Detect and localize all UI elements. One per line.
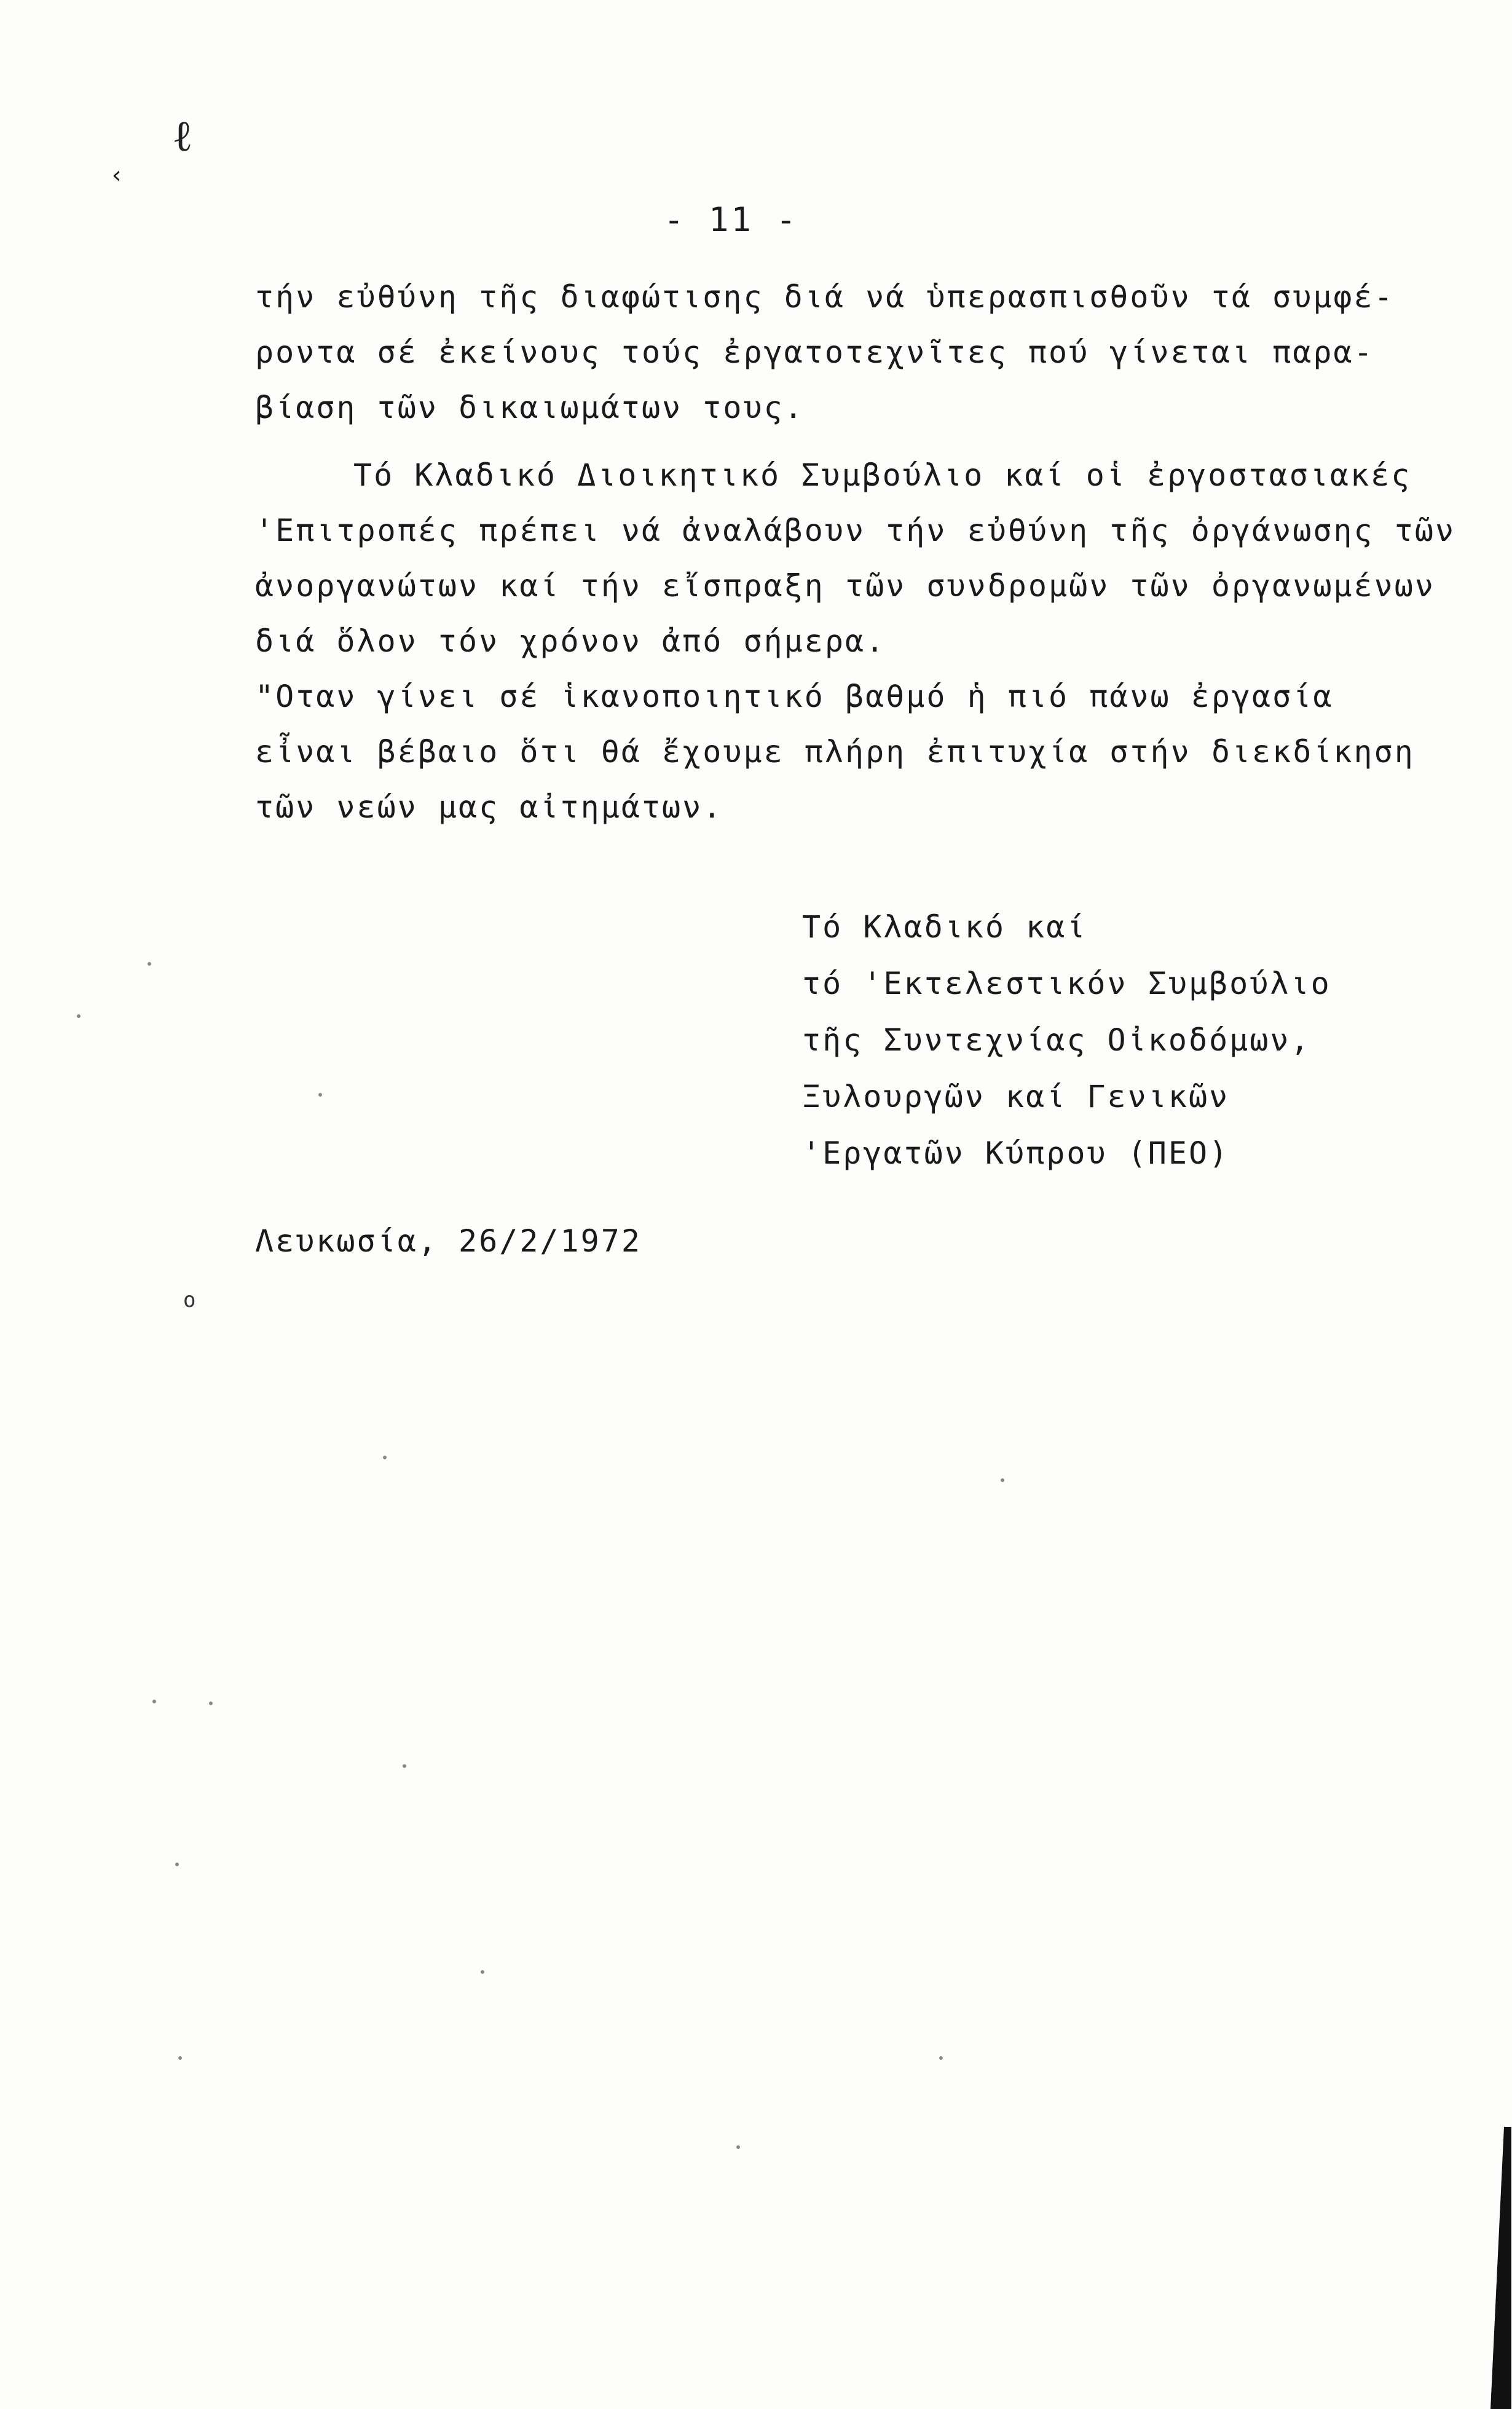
paragraph-1-line-1: τήν εὐθύνη τῆς διαφώτισης διά νά ὑπερασπισθοῦν τά συμφέ- — [255, 279, 1395, 315]
paragraph-3-line-3: τῶν νεών μας αἰτημάτων. — [255, 789, 723, 825]
paragraph-2-line-2: 'Επιτροπές πρέπει νά ἀναλάβουν τήν εὐθύνη τῆς ὀργάνωσης τῶν — [255, 513, 1456, 548]
scan-speck — [403, 1764, 406, 1768]
paragraph-3-line-1: "Οταν γίνει σέ ἱκανοποιητικό βαθμό ἡ πιό πάνω ἐργασία — [255, 679, 1334, 714]
paragraph-2-line-3: ἀνοργανώτων καί τήν εἴσπραξη τῶν συνδρομῶν τῶν ὀργανωμένων — [255, 568, 1435, 604]
signature-line-2: τό 'Εκτελεστικόν Συμβούλιο — [802, 966, 1331, 1001]
margin-tick: ‹ — [109, 161, 125, 189]
scan-speck — [481, 1970, 484, 1974]
scan-speck — [175, 1863, 179, 1866]
body-text — [255, 269, 1456, 835]
scan-edge-shadow — [1490, 2127, 1511, 2409]
stray-mark: o — [183, 1288, 196, 1312]
paragraph-2-line-4: διά ὅλον τόν χρόνον ἀπό σήμερα. — [255, 623, 886, 659]
scan-speck — [318, 1093, 322, 1097]
paragraph-1-line-2: ροντα σέ ἐκείνους τούς ἐργατοτεχνῖτες πού γίνεται παρα- — [255, 334, 1374, 370]
scan-speck — [178, 2056, 182, 2060]
paragraph-2-line-1: Τό Κλαδικό Διοικητικό Συμβούλιο καί οἱ ἐργοστασιακές — [353, 457, 1412, 493]
scan-speck — [77, 1014, 81, 1018]
scan-speck — [209, 1701, 213, 1705]
signature-block — [802, 899, 1331, 1181]
handwritten-mark: ℓ — [172, 111, 193, 161]
scan-speck — [383, 1456, 387, 1459]
paragraph-1-line-3: βίαση τῶν δικαιωμάτων τους. — [255, 390, 805, 425]
signature-line-5: 'Εργατῶν Κύπρου (ΠΕΟ) — [802, 1135, 1230, 1171]
place-date-line: Λευκωσία, 26/2/1972 — [255, 1223, 642, 1259]
signature-line-4: Ξυλουργῶν καί Γενικῶν — [802, 1079, 1230, 1114]
scan-speck — [939, 2056, 943, 2060]
page-number: - 11 - — [664, 200, 799, 239]
scan-speck — [1001, 1478, 1004, 1482]
signature-line-1: Τό Κλαδικό καί — [802, 909, 1087, 945]
scan-speck — [152, 1700, 156, 1703]
paragraph-3-line-2: εἶναι βέβαιο ὅτι θά ἔχουμε πλήρη ἐπιτυχία στήν διεκδίκηση — [255, 734, 1415, 770]
scan-speck — [148, 962, 151, 966]
signature-line-3: τῆς Συντεχνίας Οἰκοδόμων, — [802, 1022, 1311, 1058]
scan-speck — [736, 2145, 740, 2149]
